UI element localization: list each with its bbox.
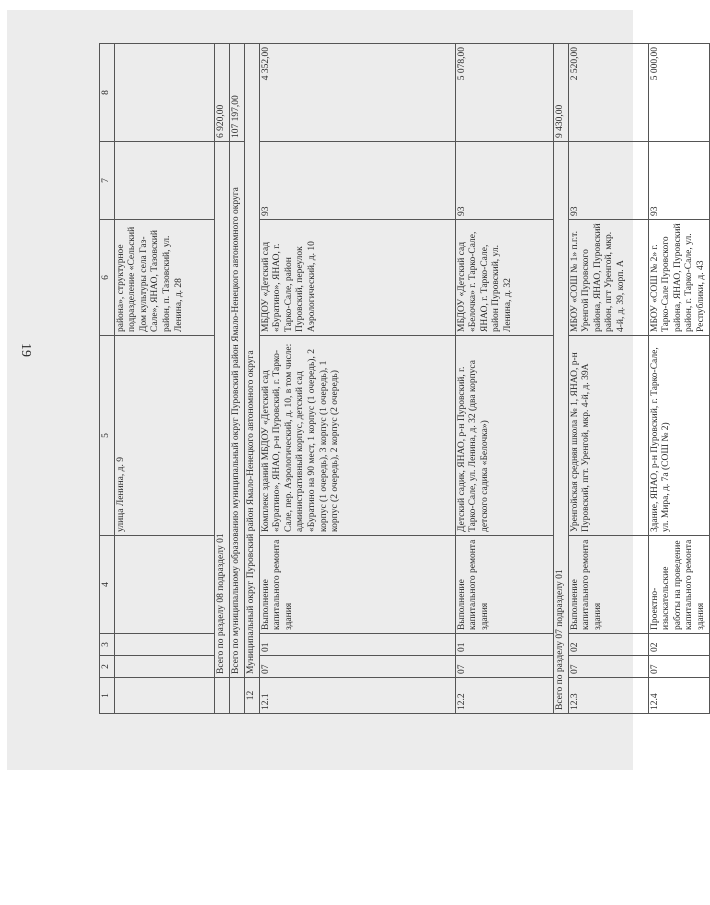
section-code: 07 (648, 656, 709, 678)
object-address: Здание, ЯНАО, р-н Пуровский, г. Тарко-Сале, ул. Мира, д. 7а (СОШ № 2) (648, 336, 709, 536)
amount: 5 078,00 (455, 44, 553, 142)
total-amount: 9 430,00 (553, 44, 568, 142)
table-row (455, 44, 553, 714)
recipient: МБДОУ «Детский сад «Белочка» г. Тарко-Сале, ЯНАО, г. Тарко-Сале, район Пуровский, ул. Ленина, д. 32 (455, 220, 553, 336)
work-type: Выполнение капитального ремонта здания (568, 536, 648, 634)
header-cell: 5 (100, 336, 115, 536)
recipient: МБДОУ «Детский сад «Буратино», ЯНАО, г. Тарко-Сале, район Пуровский, переулок Аэрологический, д. 10 (259, 220, 455, 336)
total-row (553, 44, 568, 714)
header-cell: 4 (100, 536, 115, 634)
recipient: МБОУ «СОШ № 2» г. Тарко-Сале Пуровского района, ЯНАО, Пуровский район, г. Тарко-Сале, ул. Республики, д. 43 (648, 220, 709, 336)
object-address: улица Ленина, д. 9 (114, 336, 214, 536)
total-row (229, 44, 244, 714)
code: 93 (648, 142, 709, 220)
header-cell: 1 (100, 678, 115, 714)
section-number: 12 (244, 678, 259, 714)
subsection-code: 02 (648, 634, 709, 656)
work-type: Выполнение капитального ремонта здания (455, 536, 553, 634)
section-row (244, 44, 259, 714)
header-row (100, 44, 115, 714)
total-label: Всего по муниципальному образованию муниципальный округ Пуровский район Ямало-Ненецкого автономного округа (229, 142, 244, 678)
header-cell: 6 (100, 220, 115, 336)
subsection-code: 01 (455, 634, 553, 656)
total-label: Всего по разделу 07 подразделу 01 (553, 142, 568, 714)
recipient: района», структурное подразделение «Сельский Дом культуры села Газ-Сале», ЯНАО, Тазовский район, п. Тазовский, ул. Ленина, д. 28 (114, 220, 214, 336)
row-number: 12.3 (568, 678, 648, 714)
total-amount: 107 197,00 (229, 44, 244, 142)
table-row (568, 44, 648, 714)
code: 93 (455, 142, 553, 220)
header-cell: 2 (100, 656, 115, 678)
row-number: 12.1 (259, 678, 455, 714)
header-cell: 3 (100, 634, 115, 656)
row-number: 12.4 (648, 678, 709, 714)
recipient: МБОУ «СОШ № 1» п.г.т. Уренгой Пуровского района, ЯНАО, Пуровский район, пгт Уренгой, мкр. 4-й, д. 39, корп. А (568, 220, 648, 336)
total-amount: 6 920,00 (214, 44, 229, 142)
subsection-code: 02 (568, 634, 648, 656)
amount: 5 000,00 (648, 44, 709, 142)
work-type: Проектно-изыскательские работы на проведение капитального ремонта здания (648, 536, 709, 634)
work-type: Выполнение капитального ремонта здания (259, 536, 455, 634)
row-number: 12.2 (455, 678, 553, 714)
section-code: 07 (455, 656, 553, 678)
table-row (648, 44, 709, 714)
section-code: 07 (259, 656, 455, 678)
object-address: Детский садик, ЯНАО, р-н Пуровский, г. Тарко-Сале, ул. Ленина, д. 32 (два корпуса детского садика «Белочка») (455, 336, 553, 536)
code: 93 (259, 142, 455, 220)
total-row (214, 44, 229, 714)
header-cell: 8 (100, 44, 115, 142)
budget-table (99, 43, 710, 714)
amount: 2 520,00 (568, 44, 648, 142)
code: 93 (568, 142, 648, 220)
rotated-table-wrapper (99, 44, 706, 714)
section-code: 07 (568, 656, 648, 678)
header-cell: 7 (100, 142, 115, 220)
amount: 4 352,00 (259, 44, 455, 142)
object-address: Уренгойская средняя школа № 1, ЯНАО, р-н Пуровский, пгт. Уренгой, мкр. 4-й, д. 39А (568, 336, 648, 536)
table-row (259, 44, 455, 714)
page-number: 19 (18, 343, 33, 357)
subsection-code: 01 (259, 634, 455, 656)
section-title: Муниципальный округ Пуровский район Ямало-Ненецкого автономного округа (244, 44, 259, 678)
object-address: Комплекс зданий МБДОУ «Детский сад «Буратино», ЯНАО, р-н Пуровский, г. Тарко-Сале, пер. Аэрологический, д. 10, в том числе: административный корпус, детский сад «Буратино на 90 мест, 1 корпус (1 очередь), 2 корпус (1 очередь), 3 корпус (1 очередь), 1 корпус (2 очередь), 2 корпус (2 очередь) (259, 336, 455, 536)
continuation-row (114, 44, 214, 714)
total-label: Всего по разделу 08 подразделу 01 (214, 142, 229, 678)
